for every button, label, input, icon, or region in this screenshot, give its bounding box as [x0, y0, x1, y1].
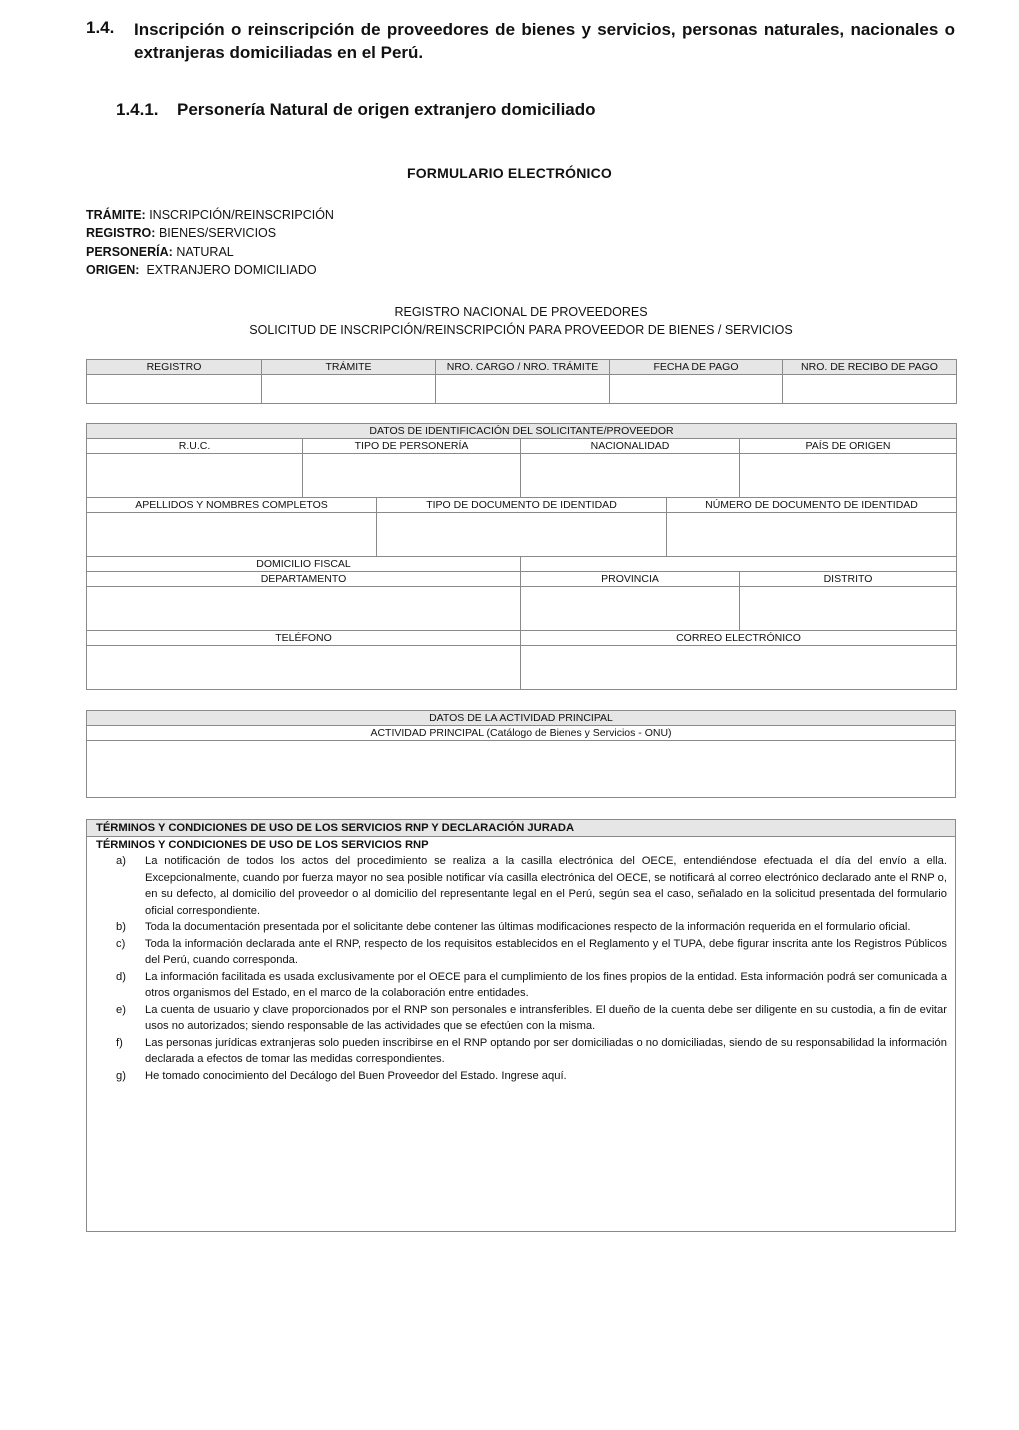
col-tramite: TRÁMITE	[262, 360, 436, 375]
col-registro: REGISTRO	[87, 360, 262, 375]
terms-box	[86, 819, 956, 1232]
col-fecha-pago: FECHA DE PAGO	[610, 360, 783, 375]
terms-item: b) Toda la documentación presentada por el solicitante debe contener las últimas modificaciones respecto de la información requerida en el formulario oficial.	[116, 921, 911, 933]
terms-item: d) La información facilitada es usada exclusivamente por el OECE para el cumplimiento de los fines propios de la entidad. Esta información podrá ser comunicada a otros organismos del Estado, en el marco de la colaboración entre entidades.	[116, 970, 947, 999]
tipo-documento-field[interactable]	[377, 513, 667, 557]
apellidos-nombres-field[interactable]	[87, 513, 377, 557]
label-distrito: DISTRITO	[740, 572, 957, 587]
subsection-title	[116, 100, 596, 120]
terms-item: c) Toda la información declarada ante el RNP, respecto de los requisitos establecidos en el Reglamento y el TUPA, debe figurar inscrita ante los Registros Públicos del Perú, cuando corresponda.	[116, 937, 947, 966]
label-tipo-documento: TIPO DE DOCUMENTO DE IDENTIDAD	[377, 498, 667, 513]
label-correo: CORREO ELECTRÓNICO	[521, 631, 957, 646]
terms-item: a) La notificación de todos los actos del procedimiento se realiza a la casilla electrónica del OECE, entendiéndose efectuada el día del envío a ella. Excepcionalmente, cuando por fuerza mayor no sea posible notificar vía casilla electrónica del OECE, se notificará al correo electrónico declarado ante el RNP o, en su defecto, al domicilio del proveedor o al domicilio del representante legal en el Perú, según sea el caso, señalado en la solicitud presentada del formulario oficial correspondiente.	[116, 855, 947, 917]
label-tipo-personeria: TIPO DE PERSONERÍA	[303, 439, 521, 454]
meta-tramite: TRÁMITE: INSCRIPCIÓN/REINSCRIPCIÓN	[86, 208, 334, 222]
section-title: Inscripción o reinscripción de proveedores de bienes y servicios, personas naturales, nacionales o extranjeras domiciliadas en el Perú.	[134, 20, 955, 62]
pais-origen-field[interactable]	[740, 454, 957, 498]
ruc-field[interactable]	[87, 454, 303, 498]
telefono-field[interactable]	[87, 646, 521, 690]
registry-subtitle: SOLICITUD DE INSCRIPCIÓN/REINSCRIPCIÓN PARA PROVEEDOR DE BIENES / SERVICIOS	[249, 323, 793, 337]
domicilio-spacer	[521, 557, 957, 572]
numero-documento-field[interactable]	[667, 513, 957, 557]
meta-registro: REGISTRO: BIENES/SERVICIOS	[86, 226, 277, 241]
terms-title: TÉRMINOS Y CONDICIONES DE USO DE LOS SERVICIOS RNP Y DECLARACIÓN JURADA	[87, 820, 955, 837]
terms-subtitle: TÉRMINOS Y CONDICIONES DE USO DE LOS SERVICIOS RNP	[96, 839, 429, 851]
col-nro-cargo: NRO. CARGO / NRO. TRÁMITE	[436, 360, 610, 375]
registro-field[interactable]	[87, 375, 262, 404]
provincia-field[interactable]	[521, 587, 740, 631]
actividad-principal-field[interactable]	[87, 741, 956, 798]
registry-title: REGISTRO NACIONAL DE PROVEEDORES	[394, 305, 648, 319]
subsection-number: 1.4.1.	[116, 100, 159, 119]
label-nacionalidad: NACIONALIDAD	[521, 439, 740, 454]
nacionalidad-field[interactable]	[521, 454, 740, 498]
activity-title: DATOS DE LA ACTIVIDAD PRINCIPAL	[87, 711, 956, 726]
departamento-field[interactable]	[87, 587, 521, 631]
label-telefono: TELÉFONO	[87, 631, 521, 646]
identification-title: DATOS DE IDENTIFICACIÓN DEL SOLICITANTE/PROVEEDOR	[87, 424, 957, 439]
col-nro-recibo: NRO. DE RECIBO DE PAGO	[783, 360, 957, 375]
meta-origen: ORIGEN: EXTRANJERO DOMICILIADO	[86, 262, 317, 277]
terms-item: e) La cuenta de usuario y clave proporcionados por el RNP son personales e intransferibles. El dueño de la cuenta debe ser diligente en su custodia, a fin de evitar usos no autorizados; siendo responsable de las actividades que se efectúen con la misma.	[116, 1003, 947, 1032]
form-meta	[86, 206, 334, 279]
form-title: FORMULARIO ELECTRÓNICO	[406, 165, 613, 181]
registry-table	[86, 359, 957, 404]
label-pais-origen: PAÍS DE ORIGEN	[740, 439, 957, 454]
label-numero-documento: NÚMERO DE DOCUMENTO DE IDENTIDAD	[667, 498, 957, 513]
fecha-pago-field[interactable]	[610, 375, 783, 404]
subsection-text: Personería Natural de origen extranjero domiciliado	[177, 100, 596, 119]
label-provincia: PROVINCIA	[521, 572, 740, 587]
correo-field[interactable]	[521, 646, 957, 690]
tipo-personeria-field[interactable]	[303, 454, 521, 498]
section-number: 1.4.	[86, 18, 115, 37]
terms-item-decalogo[interactable]: g) He tomado conocimiento del Decálogo del Buen Proveedor del Estado. Ingrese aquí.	[116, 1069, 567, 1082]
meta-personeria: PERSONERÍA: NATURAL	[86, 244, 234, 259]
nro-recibo-field[interactable]	[783, 375, 957, 404]
label-apellidos-nombres: APELLIDOS Y NOMBRES COMPLETOS	[87, 498, 377, 513]
activity-subtitle: ACTIVIDAD PRINCIPAL (Catálogo de Bienes y Servicios - ONU)	[87, 726, 956, 741]
nro-cargo-field[interactable]	[436, 375, 610, 404]
terms-item: f) Las personas jurídicas extranjeras solo pueden inscribirse en el RNP optando por ser domiciliadas o no domiciliadas, siendo de su responsabilidad la información declarada a efectos de tomar las medidas correspondientes.	[116, 1036, 947, 1065]
tramite-field[interactable]	[262, 375, 436, 404]
identification-table	[86, 423, 957, 690]
distrito-field[interactable]	[740, 587, 957, 631]
activity-table	[86, 710, 956, 798]
label-ruc: R.U.C.	[87, 439, 303, 454]
label-domicilio-fiscal: DOMICILIO FISCAL	[87, 557, 521, 572]
label-departamento: DEPARTAMENTO	[87, 572, 521, 587]
